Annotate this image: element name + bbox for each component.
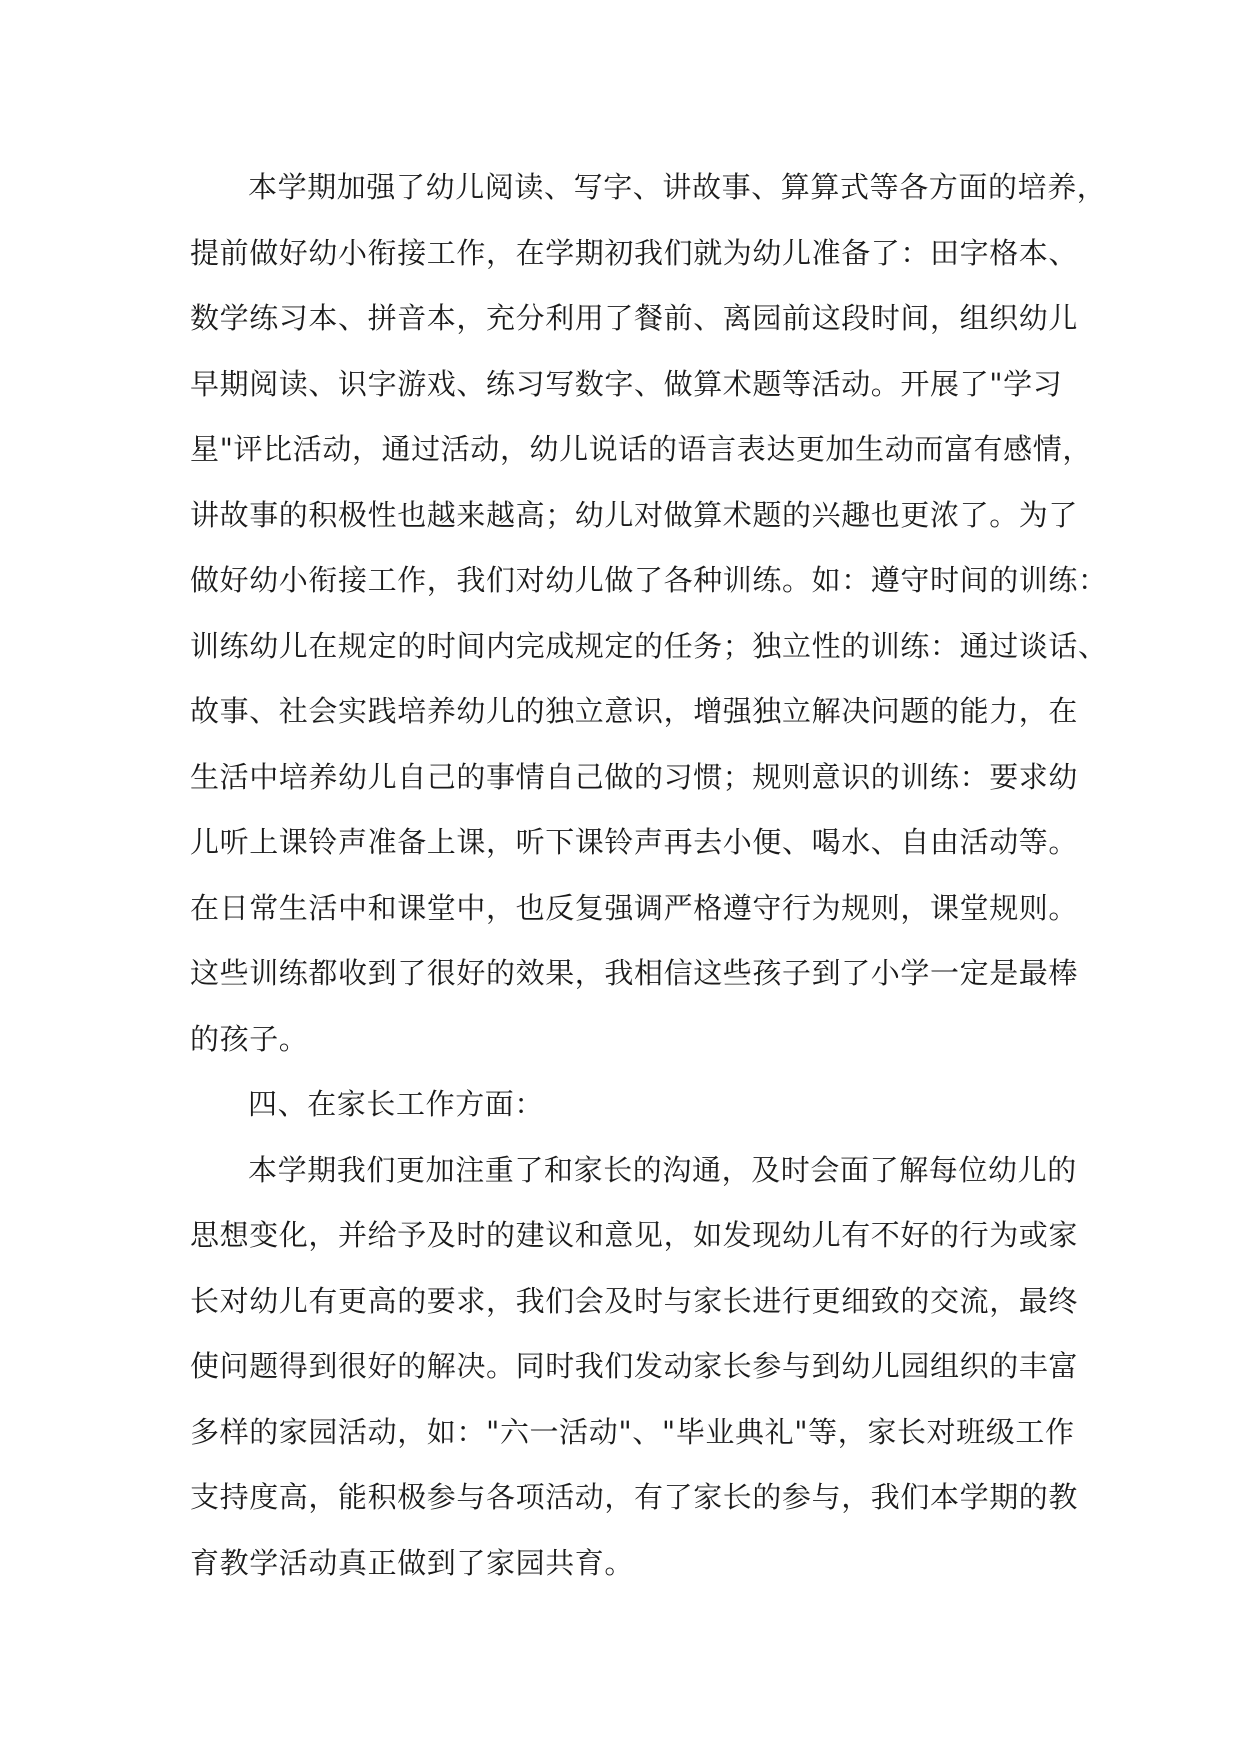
- paragraph-1: [190, 155, 1108, 1072]
- paragraph-line: 儿听上课铃声准备上课，听下课铃声再去小便、喝水、自由活动等。: [190, 825, 1079, 859]
- section-heading-text: 四、在家长工作方面：: [248, 1087, 545, 1121]
- paragraph-line: 思想变化，并给予及时的建议和意见，如发现幼儿有不好的行为或家: [190, 1218, 1079, 1252]
- paragraph-2: [190, 1138, 1079, 1597]
- paragraph-line: 数学练习本、拼音本，充分利用了餐前、离园前这段时间，组织幼儿: [190, 301, 1079, 335]
- paragraph-line: 育教学活动真正做到了家园共育。: [190, 1545, 635, 1580]
- paragraph-line: 做好幼小衔接工作，我们对幼儿做了各种训练。如：遵守时间的训练：: [190, 563, 1108, 597]
- paragraph-line: 本学期加强了幼儿阅读、写字、讲故事、算算式等各方面的培养，: [248, 170, 1107, 204]
- document-body: [190, 155, 1108, 1596]
- paragraph-line: 早期阅读、识字游戏、练习写数字、做算术题等活动。开展了"学习: [190, 366, 1063, 401]
- paragraph-line: 在日常生活中和课堂中，也反复强调严格遵守行为规则，课堂规则。: [190, 890, 1079, 925]
- paragraph-line: 本学期我们更加注重了和家长的沟通，及时会面了解每位幼儿的: [248, 1152, 1077, 1187]
- paragraph-line: 星"评比活动，通过活动，幼儿说话的语言表达更加生动而富有感情，: [190, 432, 1092, 466]
- paragraph-line: 讲故事的积极性也越来越高；幼儿对做算术题的兴趣也更浓了。为了: [190, 497, 1079, 532]
- paragraph-line: 多样的家园活动，如："六一活动"、"毕业典礼"等，家长对班级工作: [190, 1414, 1075, 1449]
- paragraph-line: 支持度高，能积极参与各项活动，有了家长的参与，我们本学期的教: [190, 1480, 1079, 1514]
- paragraph-line: 提前做好幼小衔接工作，在学期初我们就为幼儿准备了：田字格本、: [190, 235, 1079, 270]
- paragraph-line: 使问题得到很好的解决。同时我们发动家长参与到幼儿园组织的丰富: [190, 1349, 1079, 1383]
- paragraph-line: 这些训练都收到了很好的效果，我相信这些孩子到了小学一定是最棒: [190, 956, 1079, 990]
- paragraph-line: 的孩子。: [190, 1021, 309, 1056]
- paragraph-line: 生活中培养幼儿自己的事情自己做的习惯；规则意识的训练：要求幼: [190, 759, 1079, 794]
- paragraph-line: 故事、社会实践培养幼儿的独立意识，增强独立解决问题的能力，在: [190, 694, 1079, 728]
- paragraph-line: 训练幼儿在规定的时间内完成规定的任务；独立性的训练：通过谈话、: [190, 628, 1108, 663]
- section-heading: [190, 1072, 1070, 1138]
- paragraph-line: 长对幼儿有更高的要求，我们会及时与家长进行更细致的交流，最终: [190, 1283, 1079, 1318]
